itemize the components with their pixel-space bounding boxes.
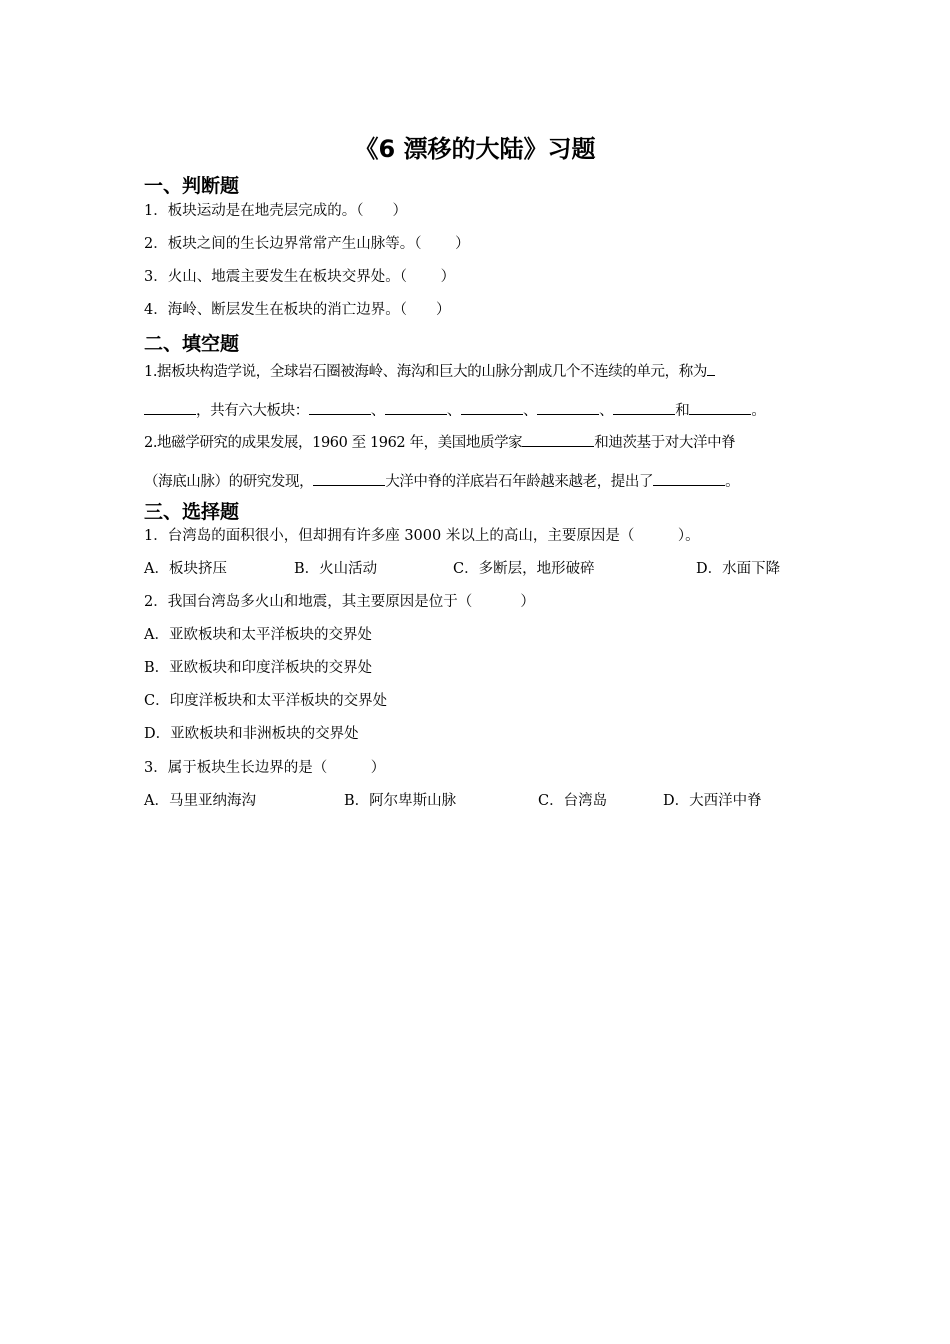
choice-option[interactable]: D．大西洋中脊 <box>663 793 762 809</box>
end-text: 。 <box>751 403 766 419</box>
answer-blank[interactable] <box>385 398 447 415</box>
judgement-item: 3．火山、地震主要发生在板块交界处。（ ） <box>144 269 456 285</box>
choice-option[interactable]: C．多断层，地形破碎 <box>453 561 595 577</box>
section-heading-judgement: 一、判断题 <box>144 175 240 197</box>
separator-text: 、 <box>370 403 385 419</box>
fill-question-2-text: （海底山脉）的研究发现， <box>144 474 314 490</box>
fill-question-2-text: 大洋中脊的洋底岩石年龄越来越老，提出了 <box>385 474 654 490</box>
answer-blank[interactable] <box>461 398 523 415</box>
choice-option[interactable]: A．板块挤压 <box>144 561 227 577</box>
answer-blank[interactable] <box>309 398 371 415</box>
fill-question-2-line-2 <box>144 469 739 492</box>
separator-text: 、 <box>446 403 462 419</box>
choice-option[interactable]: B．阿尔卑斯山脉 <box>344 793 457 809</box>
fill-question-2-text: 和迪茨基于对大洋中脊 <box>594 435 736 451</box>
choice-option[interactable]: D．亚欧板块和非洲板块的交界处 <box>144 726 359 742</box>
judgement-item: 2．板块之间的生长边界常常产生山脉等。（ ） <box>144 236 470 252</box>
answer-blank[interactable] <box>689 398 751 415</box>
choice-option[interactable]: A．亚欧板块和太平洋板块的交界处 <box>144 627 372 643</box>
choice-question-1-stem: 1．台湾岛的面积很小，但却拥有许多座 3000 米以上的高山，主要原因是（ ）。 <box>144 528 700 544</box>
fill-question-1-line-1 <box>144 359 715 382</box>
fill-question-1-line-2 <box>144 398 765 421</box>
choice-question-3-stem: 3．属于板块生长边界的是（ ） <box>144 760 386 776</box>
page-title: 《6 漂移的大陆》习题 <box>354 135 596 163</box>
separator-text: 、 <box>599 403 614 419</box>
judgement-item: 1．板块运动是在地壳层完成的。（ ） <box>144 203 407 219</box>
answer-blank[interactable] <box>144 398 196 415</box>
choice-option[interactable]: B．火山活动 <box>294 561 378 577</box>
answer-blank[interactable] <box>313 469 385 486</box>
fill-question-2-text: 2.地磁学研究的成果发展，1960 至 1962 年，美国地质学家 <box>144 435 523 451</box>
fill-question-2-line-1 <box>144 430 735 453</box>
answer-blank[interactable] <box>653 469 725 486</box>
choice-option[interactable]: D．水面下降 <box>696 561 781 577</box>
choice-option[interactable]: A．马里亚纳海沟 <box>144 793 256 809</box>
choice-option[interactable]: C．印度洋板块和太平洋板块的交界处 <box>144 693 388 709</box>
answer-blank[interactable] <box>537 398 599 415</box>
end-text: 。 <box>725 474 740 490</box>
answer-blank[interactable] <box>707 359 715 376</box>
separator-text: 、 <box>523 403 538 419</box>
fill-question-1-text: ，共有六大板块： <box>196 403 309 419</box>
choice-option[interactable]: B．亚欧板块和印度洋板块的交界处 <box>144 660 373 676</box>
judgement-item: 4．海岭、断层发生在板块的消亡边界。（ ） <box>144 302 451 318</box>
and-text: 和 <box>675 403 690 419</box>
choice-question-2-stem: 2．我国台湾岛多火山和地震，其主要原因是位于（ ） <box>144 594 535 610</box>
fill-question-1-text: 1.据板块构造学说，全球岩石圈被海岭、海沟和巨大的山脉分割成几个不连续的单元，称为 <box>144 364 707 380</box>
answer-blank[interactable] <box>613 398 675 415</box>
answer-blank[interactable] <box>522 430 594 447</box>
section-heading-fill-in: 二、填空题 <box>144 333 240 355</box>
section-heading-choice: 三、选择题 <box>144 501 240 523</box>
choice-option[interactable]: C．台湾岛 <box>538 793 608 809</box>
